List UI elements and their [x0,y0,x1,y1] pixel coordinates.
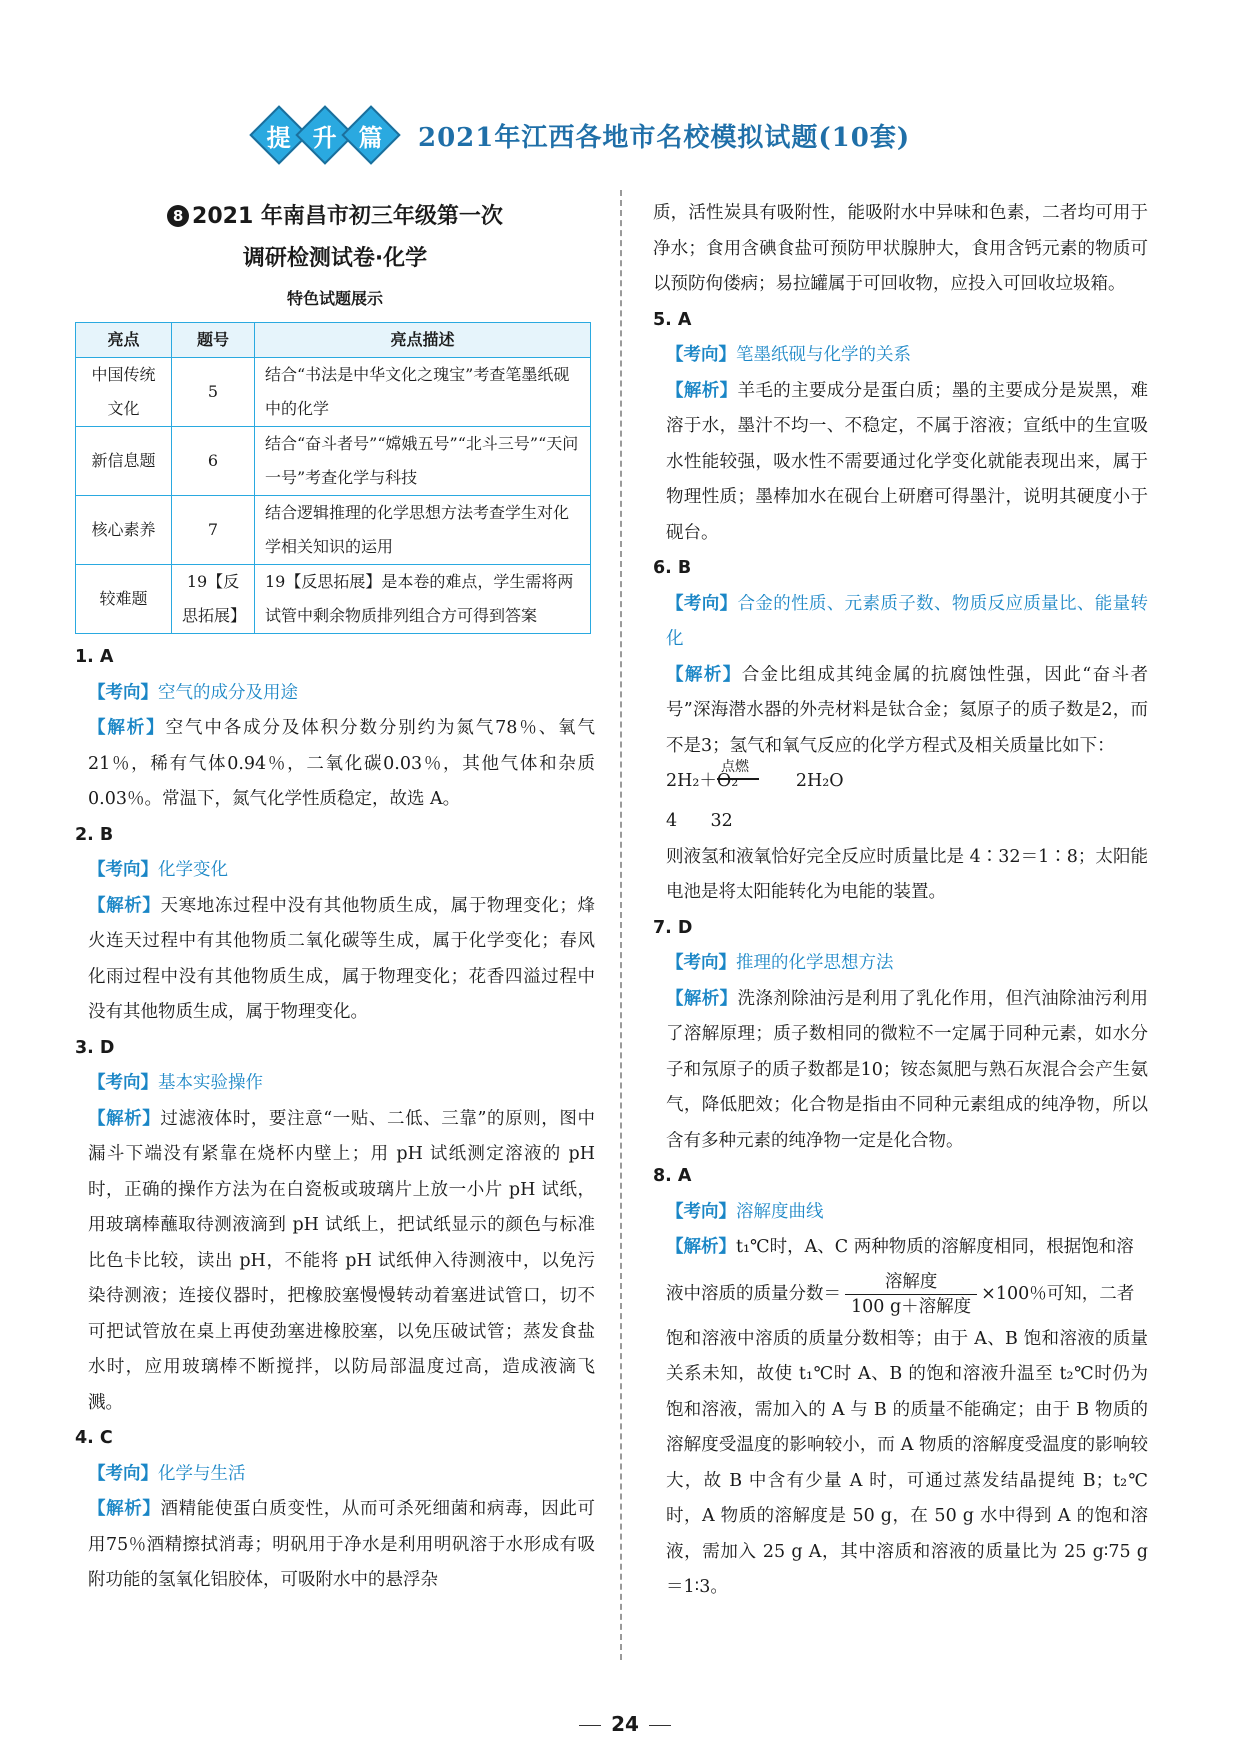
exam-title-line1: 8 2021 年南昌市初三年级第一次 [75,196,595,238]
equation-reactants: 2H₂＋O₂ [666,771,739,791]
analysis-continued: 饱和溶液中溶质的质量分数相等；由于 A、B 饱和溶液的质量关系未知，故使 t₁℃时 A、B 的饱和溶液升温至 t₂℃时仍为饱和溶液，需加入的 A 与 B 的质量不能确定；由于 B 物质的溶解度受温度的影响较小，而 A 物质的溶解度受温度的影响较大，故 B 中含有少量 A 时，可通过蒸发结晶提纯 B；t₂℃时，A 物质的溶解度是 50 g，在 50 g 水中得到 A 的饱和溶液，需加入 25 g A，其中溶质和溶液的质量比为 25 g∶75 g＝1∶3。 [666,1328,1148,1597]
question-number: 8. A [653,1166,692,1186]
table-header: 亮点 [76,323,172,358]
table-cell: 核心素养 [76,496,172,565]
equation-masses: 4 32 [666,811,733,831]
question-number: 5. A [653,309,692,330]
question-number: 6. B [653,558,692,578]
circle-number: 8 [167,205,189,227]
exam-focus: 【考向】推理的化学思想方法 [666,953,894,973]
exam-title-line2: 调研检测试卷·化学 [242,246,428,271]
page-header [258,112,910,158]
chemical-equation [653,759,1148,804]
page-title: 2021年江西各地市名校模拟试题(10套) [418,122,911,153]
reaction-arrow [717,778,759,780]
highlights-table [75,322,591,634]
question-number: 7. D [653,917,693,938]
exam-focus: 【考向】空气的成分及用途 [88,682,298,703]
question-number: 4. C [75,1428,113,1448]
question-number: 2. B [75,824,114,845]
left-column [75,196,595,1599]
fraction: $\frac{\text{溶解度}}{\text{100 g＋溶解度}}$ [845,1270,977,1319]
table-cell: 19【反思拓展】是本卷的难点，学生需将两试管中剩余物质排列组合方可得到答案 [255,565,591,634]
exam-focus: 【考向】笔墨纸砚与化学的关系 [666,345,911,365]
table-row [76,496,591,565]
analysis-continued: 质，活性炭具有吸附性，能吸附水中异味和色素，二者均可用于净水；食用含碘食盐可预防甲状腺肿大，食用含钙元素的物质可以预防佝偻病；易拉罐属于可回收物，应投入可回收垃圾箱。 [653,203,1148,294]
table-header: 题号 [172,323,255,358]
table-cell: 19【反思拓展】 [172,565,255,634]
analysis: 【解析】天寒地冻过程中没有其他物质生成，属于物理变化；烽火连天过程中有其他物质二氧化碳等生成，属于化学变化；春风化雨过程中没有其他物质生成，属于物理变化；花香四溢过程中没有其他物质生成，属于物理变化。 [88,895,596,1022]
exam-focus: 【考向】化学变化 [88,860,228,880]
right-column [653,196,1148,1606]
question-number: 3. D [75,1037,115,1058]
analysis: 【解析】过滤液体时，要注意“一贴、二低、三靠”的原则，图中漏斗下端没有紧靠在烧杯内壁上；用 pH 试纸测定溶液的 pH 时，正确的操作方法为在白瓷板或玻璃片上放一小片 pH 试纸，用玻璃棒蘸取待测液滴到 pH 试纸上，把试纸显示的颜色与标准比色卡比较，读出 pH，不能将 pH 试纸伸入待测液中，以免污染待测液；连接仪器时，把橡胶塞慢慢转动着塞进试管口，切不可把试管放在桌上再使劲塞进橡胶塞，以免压破试管；蒸发食盐水时，应用玻璃棒不断搅拌，以防局部温度过高，造成液滴飞溅。 [88,1108,595,1413]
table-header: 亮点描述 [255,323,591,358]
mass-fraction-formula: 液中溶质的质量分数＝ $\frac{\text{溶解度}}{\text{100 g＋溶解度}}$ ×100％可知，二者 [666,1271,1135,1317]
analysis: 【解析】羊毛的主要成分是蛋白质；墨的主要成分是炭黑，难溶于水，墨汁不均一、不稳定，不属于溶液；宣纸中的生宣吸水性能较强，吸水性不需要通过化学变化就能表现出来，属于物理性质；墨棒加水在砚台上研磨可得墨汁，说明其硬度小于砚台。 [666,380,1149,543]
exam-focus: 【考向】溶解度曲线 [666,1201,824,1222]
table-cell: 结合逻辑推理的化学思想方法考查学生对化学相关知识的运用 [255,496,591,565]
table-row [76,565,591,634]
exam-focus: 【考向】合金的性质、元素质子数、物质反应质量比、能量转化 [666,593,1149,649]
question-number: 1. A [75,647,114,667]
table-cell: 5 [172,358,255,427]
table-row [76,427,591,496]
table-cell: 较难题 [76,565,172,634]
table-cell: 中国传统文化 [76,358,172,427]
exam-focus: 【考向】基本实验操作 [88,1073,263,1093]
analysis: 【解析】空气中各成分及体积分数分别约为氮气78％、氧气21％，稀有气体0.94％，二氧化碳0.03％，其他气体和杂质0.03％。常温下，氮气化学性质稳定，故选 A。 [88,718,595,809]
badge-char: 提 [249,105,308,164]
table-cell: 新信息题 [76,427,172,496]
column-divider [620,190,622,1660]
table-cell: 结合“书法是中华文化之瑰宝”考查笔墨纸砚中的化学 [255,358,591,427]
table-row [76,358,591,427]
footer-dash [649,1725,671,1726]
table-cell: 6 [172,427,255,496]
badge-char: 篇 [341,105,400,164]
section-badge [258,114,396,156]
reaction-condition: 点燃 [721,759,749,775]
analysis: 【解析】合金比组成其纯金属的抗腐蚀性强，因此“奋斗者号”深海潜水器的外壳材料是钛合金；氦原子的质子数是2，而不是3；氢气和氧气反应的化学方程式及相关质量比如下： [666,664,1148,756]
analysis: 【解析】t₁℃时，A、C 两种物质的溶解度相同，根据饱和溶 [666,1237,1134,1257]
badge-char: 升 [295,105,354,164]
analysis: 【解析】酒精能使蛋白质变性，从而可杀死细菌和病毒，因此可用75％酒精擦拭消毒；明矾用于净水是利用明矾溶于水形成有吸附功能的氢氧化铝胶体，可吸附水中的悬浮杂 [88,1499,596,1590]
footer-dash [579,1725,601,1726]
analysis-conclusion: 则液氢和液氧恰好完全反应时质量比是 4∶32＝1∶8；太阳能电池是将太阳能转化为电能的装置。 [666,846,1148,902]
equation-products: 2H₂O [795,771,844,791]
analysis: 【解析】洗涤剂除油污是利用了乳化作用，但汽油除油污利用了溶解原理；质子数相同的微粒不一定属于同种元素，如水分子和氖原子的质子数都是10；铵态氮肥与熟石灰混合会产生氨气，降低肥效；化合物是指由不同种元素组成的纯净物，所以含有多种元素的纯净物一定是化合物。 [666,988,1149,1151]
page-number: 24 [611,1712,639,1736]
exam-focus: 【考向】化学与生活 [88,1463,246,1484]
table-cell: 结合“奋斗者号”“嫦娥五号”“北斗三号”“天问一号”考查化学与科技 [255,427,591,496]
feature-subheading: 特色试题展示 [286,289,383,308]
page-footer [0,1712,1250,1736]
table-cell: 7 [172,496,255,565]
